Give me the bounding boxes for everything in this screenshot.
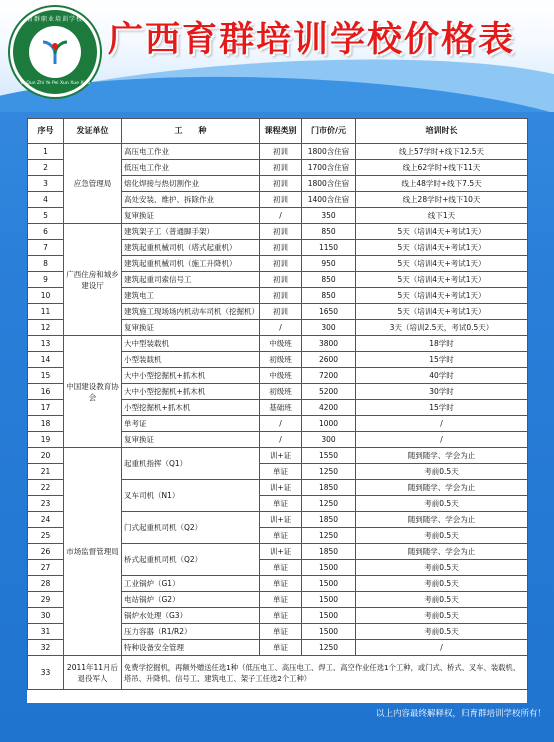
row-no: 6 [28,224,64,240]
row-price: 5200 [302,384,356,400]
row-duration: 考前0.5天 [356,560,528,576]
table-row [28,656,528,690]
row-no: 4 [28,192,64,208]
row-no: 31 [28,624,64,640]
row-type: 电站锅炉（G2） [122,592,260,608]
header-banner [0,0,554,112]
row-no: 12 [28,320,64,336]
row-price: 7200 [302,368,356,384]
row-duration: 线上28学时+线下10天 [356,192,528,208]
row-duration: 15学时 [356,400,528,416]
row-type: 熔化焊接与热切割作业 [122,176,260,192]
row-duration: 随到随学、学会为止 [356,480,528,496]
issuing-unit: 中国建设教育协会 [64,336,122,448]
row-no: 22 [28,480,64,496]
row-category: 基础班 [260,400,302,416]
row-price: 300 [302,432,356,448]
row-type: 建筑起重司索信号工 [122,272,260,288]
issuing-unit: 应急管理局 [64,144,122,224]
row-no: 18 [28,416,64,432]
row-price: 1000 [302,416,356,432]
table-header-row [28,119,528,144]
row-type: 低压电工作业 [122,160,260,176]
table-row [28,336,528,352]
row-no: 3 [28,176,64,192]
row-no: 23 [28,496,64,512]
row-category: 初训 [260,176,302,192]
row-category: / [260,320,302,336]
row-price: 850 [302,224,356,240]
col-header-duration: 培训时长 [356,119,528,144]
row-duration: 5天（培训4天+考试1天） [356,224,528,240]
row-type: 工业锅炉（G1） [122,576,260,592]
row-category: 初训 [260,304,302,320]
row-price: 1500 [302,576,356,592]
col-header-type: 工 种 [122,119,260,144]
row-no: 9 [28,272,64,288]
row-price: 1150 [302,240,356,256]
row-category: 中级班 [260,368,302,384]
row-type: 复审换证 [122,208,260,224]
row-category: 单证 [260,528,302,544]
row-type: 桥式起重机司机（Q2） [122,544,260,576]
row-price: 3800 [302,336,356,352]
row-price: 1250 [302,528,356,544]
row-category: 初级班 [260,352,302,368]
row-no: 29 [28,592,64,608]
row-type: 起重机指挥（Q1） [122,448,260,480]
row-no: 24 [28,512,64,528]
row-category: 训+证 [260,512,302,528]
row-type: 复审换证 [122,320,260,336]
row-duration: 随到随学、学会为止 [356,448,528,464]
row-no: 5 [28,208,64,224]
row-price: 1550 [302,448,356,464]
row-type: 大中小型挖掘机+抓木机 [122,384,260,400]
row-category: 单证 [260,640,302,656]
row-duration: 5天（培训4天+考试1天） [356,240,528,256]
col-header-category: 课程类别 [260,119,302,144]
row-type: 压力容器（R1/R2） [122,624,260,640]
price-table-panel [27,118,527,703]
row-category: 单证 [260,608,302,624]
row-no: 7 [28,240,64,256]
row-category: 初训 [260,256,302,272]
row-category: 初训 [260,240,302,256]
footer-disclaimer: 以上内容最终解释权，归育群培训学校所有！ [375,709,546,719]
row-duration: 线下1天 [356,208,528,224]
row-type: 建筑架子工（普通脚手架） [122,224,260,240]
row-type: 建筑施工现场场内机动车司机（挖掘机） [122,304,260,320]
row-category: 初级班 [260,384,302,400]
row-price: 850 [302,272,356,288]
row-duration: 考前0.5天 [356,592,528,608]
col-header-no: 序号 [28,119,64,144]
logo-text-en: Yu Qun Zhi Ye Pei Xun Xue Xiao [19,81,91,86]
row-category: 初训 [260,288,302,304]
row-no: 25 [28,528,64,544]
row-category: 初训 [260,192,302,208]
row-category: / [260,208,302,224]
row-price: 1500 [302,608,356,624]
row-no: 14 [28,352,64,368]
col-header-unit: 发证单位 [64,119,122,144]
row-price: 1500 [302,592,356,608]
issuing-unit: 2011年11月后退役军人 [64,656,122,690]
row-price: 4200 [302,400,356,416]
row-type: 大中小型挖掘机+抓木机 [122,368,260,384]
row-duration: 线上57学时+线下12.5天 [356,144,528,160]
row-type: 小型挖掘机+抓木机 [122,400,260,416]
row-duration: 考前0.5天 [356,528,528,544]
row-duration: 5天（培训4天+考试1天） [356,304,528,320]
page-title: 广西育群培训学校价格表 [108,20,516,60]
row-category: 单证 [260,592,302,608]
row-price: 300 [302,320,356,336]
school-logo [10,7,100,97]
row-no: 16 [28,384,64,400]
row-type: 单考证 [122,416,260,432]
row-duration: 5天（培训4天+考试1天） [356,272,528,288]
row-price: 1650 [302,304,356,320]
row-price: 950 [302,256,356,272]
row-category: 单证 [260,560,302,576]
leaf-icon [39,36,71,68]
row-duration: 考前0.5天 [356,608,528,624]
row-price: 1250 [302,464,356,480]
row-duration: / [356,432,528,448]
row-duration: 考前0.5天 [356,496,528,512]
row-category: 单证 [260,624,302,640]
row-no: 17 [28,400,64,416]
row-type: 建筑电工 [122,288,260,304]
row-category: 初训 [260,160,302,176]
row-price: 1250 [302,640,356,656]
row-category: 初训 [260,272,302,288]
table-row [28,144,528,160]
logo-text-cn: 育群职业培训学校 [26,16,83,23]
row-price: 1250 [302,496,356,512]
row-duration: 18学时 [356,336,528,352]
row-duration: 考前0.5天 [356,464,528,480]
row-type: 高压电工作业 [122,144,260,160]
row-no: 21 [28,464,64,480]
row-no: 11 [28,304,64,320]
table-row [28,224,528,240]
row-no: 2 [28,160,64,176]
row-price: 1850 [302,512,356,528]
row-duration: 40学时 [356,368,528,384]
row-duration: / [356,416,528,432]
row-duration: 随到随学、学会为止 [356,544,528,560]
row-duration: 30学时 [356,384,528,400]
row-no: 19 [28,432,64,448]
row-duration: / [356,640,528,656]
row-price: 1850 [302,480,356,496]
row-price: 1700含住宿 [302,160,356,176]
row-no: 1 [28,144,64,160]
row-type: 高处安装、维护、拆除作业 [122,192,260,208]
row-duration: 线上48学时+线下7.5天 [356,176,528,192]
row-price: 850 [302,288,356,304]
row-type: 建筑起重机械司机（施工升降机） [122,256,260,272]
row-no: 27 [28,560,64,576]
row-no: 13 [28,336,64,352]
row-no: 32 [28,640,64,656]
row-duration: 考前0.5天 [356,624,528,640]
row-price: 1850 [302,544,356,560]
row-duration: 5天（培训4天+考试1天） [356,256,528,272]
row-promotion-note: 免费学挖掘机，再额外赠送任选1种（低压电工、高压电工、焊工、高空作业任选1个工种，或门式、桥式、叉车、装载机、塔吊、升降机、信号工、建筑电工、架子工任选2个工种） [122,656,528,690]
row-price: 1400含住宿 [302,192,356,208]
row-no: 30 [28,608,64,624]
row-type: 复审换证 [122,432,260,448]
row-duration: 3天（培训2.5天，考试0.5天） [356,320,528,336]
row-type: 大中型装载机 [122,336,260,352]
row-type: 特种设备安全管理 [122,640,260,656]
issuing-unit: 广西住房和城乡建设厅 [64,224,122,336]
row-no: 33 [28,656,64,690]
row-category: / [260,416,302,432]
row-no: 28 [28,576,64,592]
row-price: 1800含住宿 [302,176,356,192]
row-no: 20 [28,448,64,464]
row-duration: 线上62学时+线下11天 [356,160,528,176]
row-category: 单证 [260,496,302,512]
row-duration: 5天（培训4天+考试1天） [356,288,528,304]
row-price: 1800含住宿 [302,144,356,160]
row-duration: 15学时 [356,352,528,368]
price-table [27,118,528,690]
col-header-price: 门市价/元 [302,119,356,144]
row-price: 350 [302,208,356,224]
row-category: 单证 [260,576,302,592]
row-price: 1500 [302,624,356,640]
table-row [28,448,528,464]
row-duration: 随到随学、学会为止 [356,512,528,528]
row-no: 15 [28,368,64,384]
row-type: 叉车司机（N1） [122,480,260,512]
row-no: 8 [28,256,64,272]
row-category: / [260,432,302,448]
row-no: 26 [28,544,64,560]
row-category: 初训 [260,224,302,240]
row-category: 训+证 [260,480,302,496]
row-type: 锅炉水处理（G3） [122,608,260,624]
row-category: 初训 [260,144,302,160]
row-duration: 考前0.5天 [356,576,528,592]
row-type: 小型装载机 [122,352,260,368]
row-type: 门式起重机司机（Q2） [122,512,260,544]
row-type: 建筑起重机械司机（塔式起重机） [122,240,260,256]
row-category: 训+证 [260,544,302,560]
row-price: 2600 [302,352,356,368]
row-no: 10 [28,288,64,304]
row-category: 训+证 [260,448,302,464]
row-price: 1500 [302,560,356,576]
row-category: 中级班 [260,336,302,352]
issuing-unit: 市场监督管理局 [64,448,122,656]
row-category: 单证 [260,464,302,480]
